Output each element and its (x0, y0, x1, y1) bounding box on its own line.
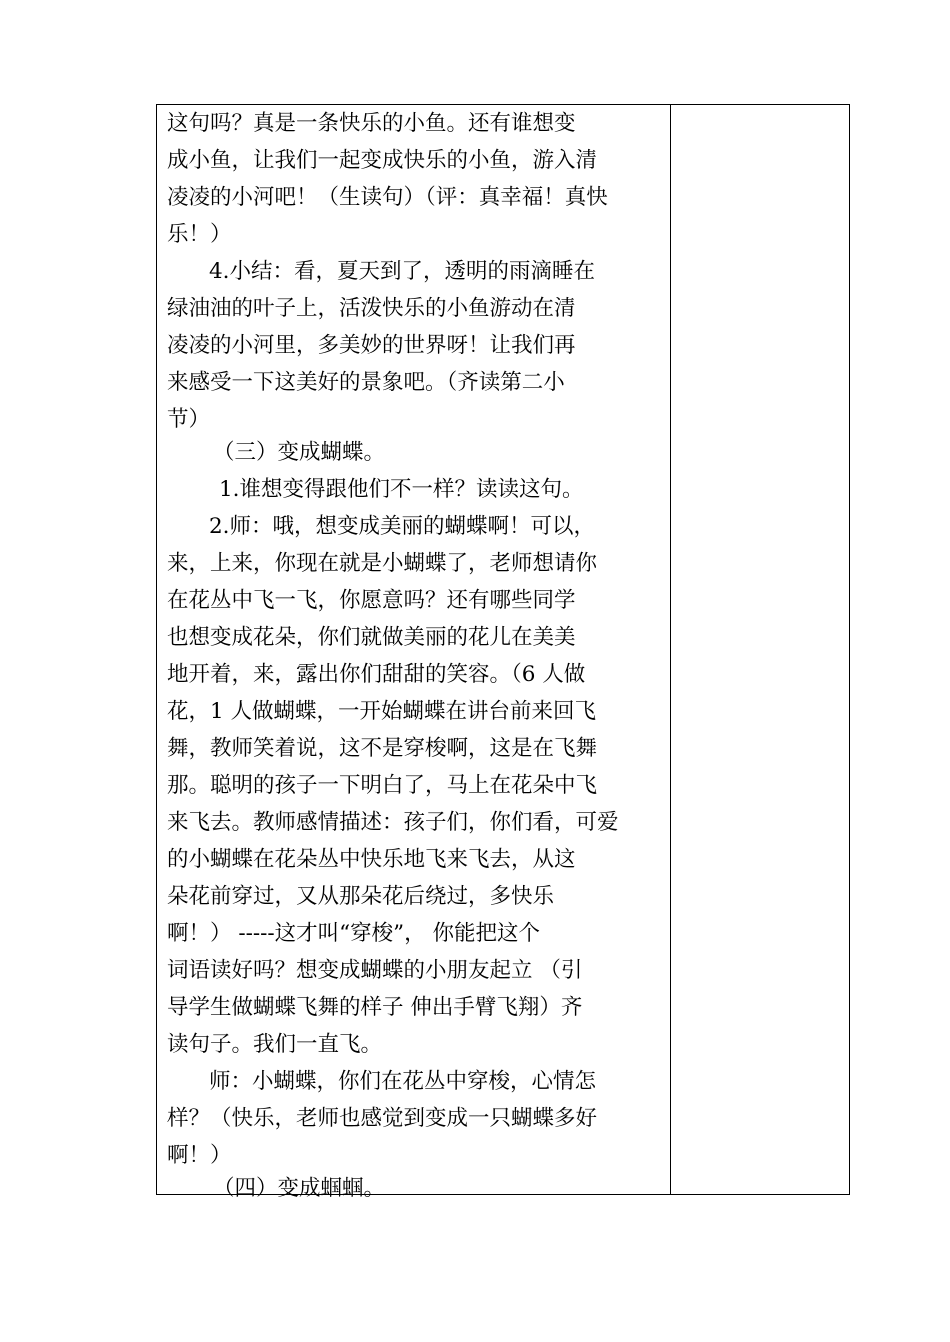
text-line: 朵花前穿过，又从那朵花后绕过，多快乐 (167, 884, 555, 909)
text-line: 2.师：哦，想变成美丽的蝴蝶啊！可以， (209, 514, 596, 539)
text-line: 的小蝴蝶在花朵丛中快乐地飞来飞去，从这 (167, 847, 576, 872)
text-line: 导学生做蝴蝶飞舞的样子 伸出手臂飞翔）齐 (167, 995, 583, 1020)
text-line: 在花丛中飞一飞，你愿意吗？还有哪些同学 (167, 588, 576, 613)
text-line: 花，1 人做蝴蝶，一开始蝴蝶在讲台前来回飞 (167, 699, 597, 724)
text-line: 这句吗？真是一条快乐的小鱼。还有谁想变 (167, 111, 576, 136)
text-line: 啊！） -----这才叫“穿梭”， 你能把这个 (167, 921, 540, 946)
text-line: 舞，教师笑着说，这不是穿梭啊，这是在飞舞 (167, 736, 598, 761)
text-line: 1.谁想变得跟他们不一样？读读这句。 (219, 477, 584, 502)
notes-cell (671, 105, 849, 1194)
text-line: 4.小结：看，夏天到了，透明的雨滴睡在 (209, 259, 596, 284)
text-line: 来感受一下这美好的景象吧。（齐读第二小 (167, 370, 565, 395)
text-line: 节） (167, 407, 211, 432)
text-line: 也想变成花朵，你们就做美丽的花儿在美美 (167, 625, 576, 650)
section-heading: （三）变成蝴蝶。 (213, 440, 386, 465)
text-line: 样？（快乐，老师也感觉到变成一只蝴蝶多好 (167, 1106, 598, 1131)
text-line: 凌凌的小河吧！（生读句）（评：真幸福！真快 (167, 185, 608, 210)
text-line: 词语读好吗？想变成蝴蝶的小朋友起立 （引 (167, 958, 583, 983)
text-line: 师：小蝴蝶，你们在花丛中穿梭，心情怎 (209, 1069, 597, 1094)
text-line: 那。聪明的孩子一下明白了，马上在花朵中飞 (167, 773, 598, 798)
text-line: 啊！） (167, 1143, 232, 1168)
text-line: 来飞去。教师感情描述：孩子们，你们看，可爱 (167, 810, 619, 835)
text-line: 凌凌的小河里，多美妙的世界呀！让我们再 (167, 333, 576, 358)
text-line: 乐！） (167, 222, 232, 247)
text-line: 成小鱼，让我们一起变成快乐的小鱼，游入清 (167, 148, 598, 173)
text-line: 读句子。我们一直飞。 (167, 1032, 383, 1057)
lesson-content-cell (157, 105, 671, 1201)
lesson-table (156, 104, 850, 1201)
text-line: 来，上来，你现在就是小蝴蝶了，老师想请你 (167, 551, 598, 576)
section-heading: （四）变成蝈蝈。 (213, 1176, 386, 1201)
text-line: 绿油油的叶子上，活泼快乐的小鱼游动在清 (167, 296, 576, 321)
text-line: 地开着，来，露出你们甜甜的笑容。（6 人做 (167, 662, 586, 687)
